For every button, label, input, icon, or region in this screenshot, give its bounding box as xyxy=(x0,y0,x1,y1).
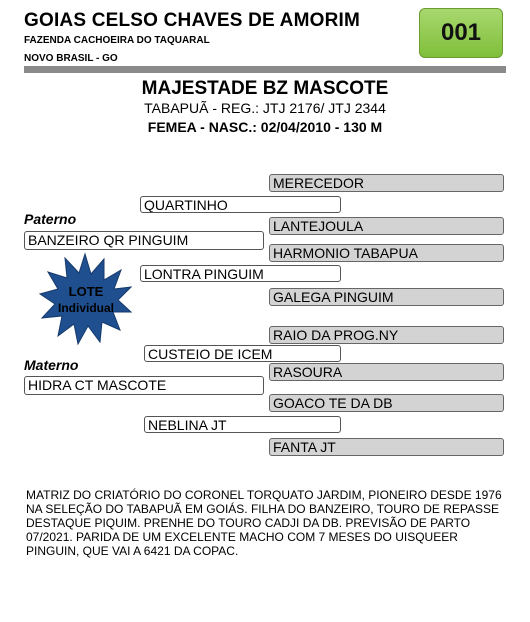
great-grandparent-7: GOACO TE DA DB xyxy=(269,394,504,412)
great-grandparent-5: RAIO DA PROG.NY xyxy=(269,326,504,344)
great-grandparent-8: FANTA JT xyxy=(269,438,504,456)
farm-name: FAZENDA CACHOEIRA DO TAQUARAL xyxy=(24,35,210,46)
father-box: BANZEIRO QR PINGUIM xyxy=(24,231,264,250)
paterno-label: Paterno xyxy=(24,211,77,227)
great-grandparent-1: MERECEDOR xyxy=(269,174,504,192)
animal-breed-reg: TABAPUÃ - REG.: JTJ 2176/ JTJ 2344 xyxy=(144,100,386,116)
great-grandparent-2: LANTEJOULA xyxy=(269,217,504,235)
badge-line1: LOTE xyxy=(68,284,104,299)
city-name: NOVO BRASIL - GO xyxy=(24,53,118,64)
animal-sex-birth: FEMEA - NASC.: 02/04/2010 - 130 M xyxy=(147,119,383,135)
lot-number-badge: 001 xyxy=(419,8,503,58)
mother-dam-box: NEBLINA JT xyxy=(144,416,341,433)
mother-sire-box: CUSTEIO DE ICEM xyxy=(144,345,341,362)
mother-box: HIDRA CT MASCOTE xyxy=(24,376,264,395)
great-grandparent-3: HARMONIO TABAPUA xyxy=(269,244,504,262)
father-sire-box: QUARTINHO xyxy=(140,196,341,213)
great-grandparent-6: RASOURA xyxy=(269,363,504,381)
lote-individual-starburst xyxy=(38,252,132,346)
materno-label: Materno xyxy=(24,357,79,373)
father-dam-box: LONTRA PINGUIM xyxy=(140,265,341,282)
animal-description: MATRIZ DO CRIATÓRIO DO CORONEL TORQUATO JARDIM, PIONEIRO DESDE 1976 NA SELEÇÃO DO TABAPUÃ EM GOIÁS. FILHA DO BANZEIRO, TOURO DE REPASSE DESTAQUE PIQUIM. PRENHE DO TOURO CADJI DA DB. PREVISÃO DE PARTO 07/2021. PARIDA DE UM EXCELENTE MACHO COM 7 MESES DO UISQUEER PINGUIN, QUE VAI A 6421 DA COPAC. xyxy=(26,488,502,558)
great-grandparent-4: GALEGA PINGUIM xyxy=(269,288,504,306)
animal-name: MAJESTADE BZ MASCOTE xyxy=(141,78,389,99)
owner-name: GOIAS CELSO CHAVES DE AMORIM xyxy=(24,10,361,31)
header-divider xyxy=(24,66,506,73)
starburst-shape xyxy=(40,254,131,344)
badge-line2: Individual xyxy=(57,301,115,315)
